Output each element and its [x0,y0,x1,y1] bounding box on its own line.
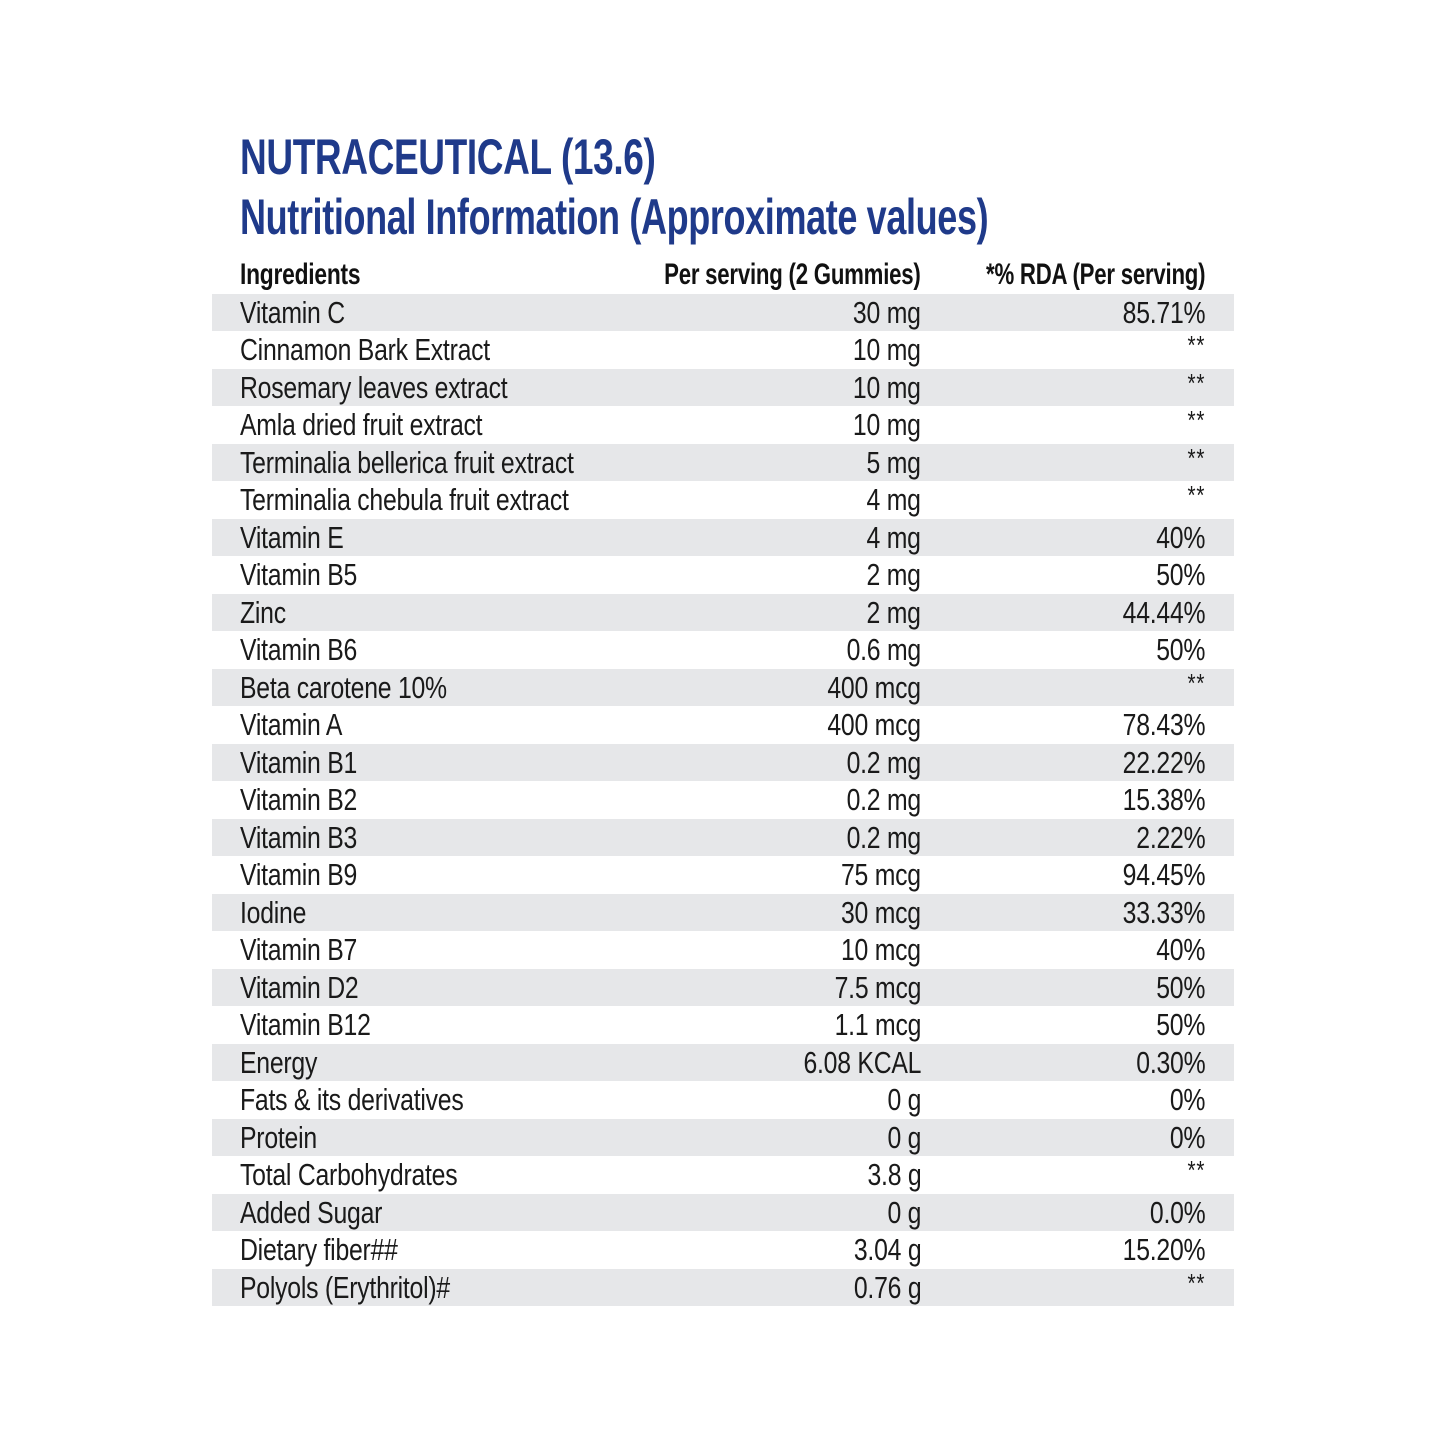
ingredient-amount: 4 mg [866,519,921,555]
table-row [212,631,1234,669]
ingredient-amount: 10 mg [853,407,921,442]
ingredient-amount: 0.76 g [853,1269,921,1305]
ingredient-amount: 3.04 g [853,1232,921,1267]
table-row [212,481,1234,519]
ingredient-name: Iodine [240,894,307,930]
ingredient-amount: 10 mg [853,332,921,367]
ingredient-rda: 78.43% [1122,707,1205,742]
ingredient-rda: ** [1187,1155,1205,1185]
ingredient-amount: 10 mg [853,369,921,405]
ingredient-rda: 0% [1169,1119,1205,1155]
table-row [212,1156,1234,1194]
table-row [212,969,1234,1007]
ingredient-rda: 0% [1169,1082,1205,1117]
ingredient-name: Vitamin B5 [240,557,358,592]
ingredient-rda: ** [1187,330,1205,360]
ingredient-rda: ** [1187,667,1205,698]
ingredient-name: Total Carbohydrates [240,1157,458,1192]
ingredient-amount: 0.2 mg [846,782,921,817]
header-ingredients: Ingredients [240,258,361,291]
table-row [212,1231,1234,1269]
table-row [212,1081,1234,1119]
ingredient-rda: 40% [1156,519,1205,555]
ingredient-amount: 2 mg [866,594,921,630]
ingredient-amount: 7.5 mcg [834,969,921,1005]
ingredient-amount: 10 mcg [841,932,921,967]
ingredient-rda: ** [1187,1267,1205,1298]
ingredient-name: Beta carotene 10% [240,669,447,705]
ingredient-name: Vitamin B7 [240,932,358,967]
table-row [212,931,1234,969]
ingredient-rda: 94.45% [1122,857,1205,892]
ingredient-rda: 50% [1156,632,1205,667]
table-row [212,669,1234,707]
ingredient-rda: 0.0% [1149,1194,1205,1230]
table-row [212,781,1234,819]
ingredient-rda: ** [1187,405,1205,435]
ingredient-rda: ** [1187,367,1205,398]
ingredient-rda: 50% [1156,1007,1205,1042]
table-row [212,894,1234,932]
ingredient-name: Vitamin E [240,519,344,555]
ingredient-amount: 4 mg [866,482,921,517]
ingredient-name: Polyols (Erythritol)# [240,1269,450,1305]
ingredient-amount: 5 mg [866,444,921,480]
table-row [212,1044,1234,1082]
ingredient-amount: 400 mcg [827,669,921,705]
ingredient-rda: 0.30% [1135,1044,1205,1080]
table-row [212,744,1234,782]
ingredient-amount: 1.1 mcg [834,1007,921,1042]
table-header-row [212,256,1234,294]
ingredient-rda: 50% [1156,969,1205,1005]
ingredient-name: Fats & its derivatives [240,1082,464,1117]
header-per-serving: Per serving (2 Gummies) [664,258,921,291]
ingredient-amount: 0 g [887,1082,921,1117]
ingredient-name: Vitamin C [240,294,345,330]
product-title: NUTRACEUTICAL (13.6) [240,129,656,185]
ingredient-name: Terminalia chebula fruit extract [240,482,569,517]
ingredient-amount: 3.8 g [867,1157,921,1192]
ingredient-name: Terminalia bellerica fruit extract [240,444,574,480]
ingredient-name: Amla dried fruit extract [240,407,483,442]
ingredient-name: Protein [240,1119,317,1155]
ingredient-amount: 30 mcg [841,894,921,930]
ingredient-name: Vitamin A [240,707,343,742]
ingredient-rda: 44.44% [1122,594,1205,630]
ingredient-amount: 0.2 mg [846,819,921,855]
ingredient-rda: ** [1187,442,1205,473]
ingredient-amount: 2 mg [866,557,921,592]
ingredient-amount: 0.6 mg [846,632,921,667]
table-row [212,519,1234,557]
ingredient-amount: 0 g [887,1194,921,1230]
ingredient-rda: 33.33% [1122,894,1205,930]
ingredient-name: Added Sugar [240,1194,383,1230]
ingredient-name: Vitamin B6 [240,632,358,667]
ingredient-amount: 6.08 KCAL [803,1044,921,1080]
ingredient-amount: 0 g [887,1119,921,1155]
ingredient-amount: 75 mcg [841,857,921,892]
ingredient-name: Rosemary leaves extract [240,369,508,405]
ingredient-rda: 85.71% [1122,294,1205,330]
table-row [212,706,1234,744]
table-row [212,856,1234,894]
table-row [212,406,1234,444]
ingredient-rda: 15.20% [1122,1232,1205,1267]
ingredient-name: Dietary fiber## [240,1232,398,1267]
table-row [212,331,1234,369]
ingredient-name: Vitamin B3 [240,819,358,855]
table-row [212,294,1234,332]
table-row [212,444,1234,482]
table-row [212,1194,1234,1232]
ingredient-name: Cinnamon Bark Extract [240,332,490,367]
ingredient-name: Vitamin B12 [240,1007,371,1042]
table-row [212,369,1234,407]
ingredient-name: Vitamin D2 [240,969,359,1005]
ingredient-name: Vitamin B2 [240,782,358,817]
ingredient-rda: 2.22% [1135,819,1205,855]
ingredient-amount: 400 mcg [827,707,921,742]
ingredient-rda: 15.38% [1122,782,1205,817]
ingredient-rda: 50% [1156,557,1205,592]
ingredient-name: Vitamin B9 [240,857,358,892]
table-body [212,294,1234,1307]
section-title: Nutritional Information (Approximate values) [240,189,989,245]
ingredient-rda: 22.22% [1122,744,1205,780]
table-row [212,819,1234,857]
table-row [212,1269,1234,1307]
table-row [212,594,1234,632]
ingredient-name: Energy [240,1044,318,1080]
ingredient-amount: 30 mg [853,294,921,330]
table-row [212,1119,1234,1157]
nutrition-table [212,256,1234,1306]
ingredient-name: Vitamin B1 [240,744,358,780]
ingredient-rda: ** [1187,480,1205,510]
table-row [212,1006,1234,1044]
table-row [212,556,1234,594]
header-rda: *% RDA (Per serving) [985,258,1205,291]
ingredient-name: Zinc [240,594,286,630]
ingredient-rda: 40% [1156,932,1205,967]
ingredient-amount: 0.2 mg [846,744,921,780]
